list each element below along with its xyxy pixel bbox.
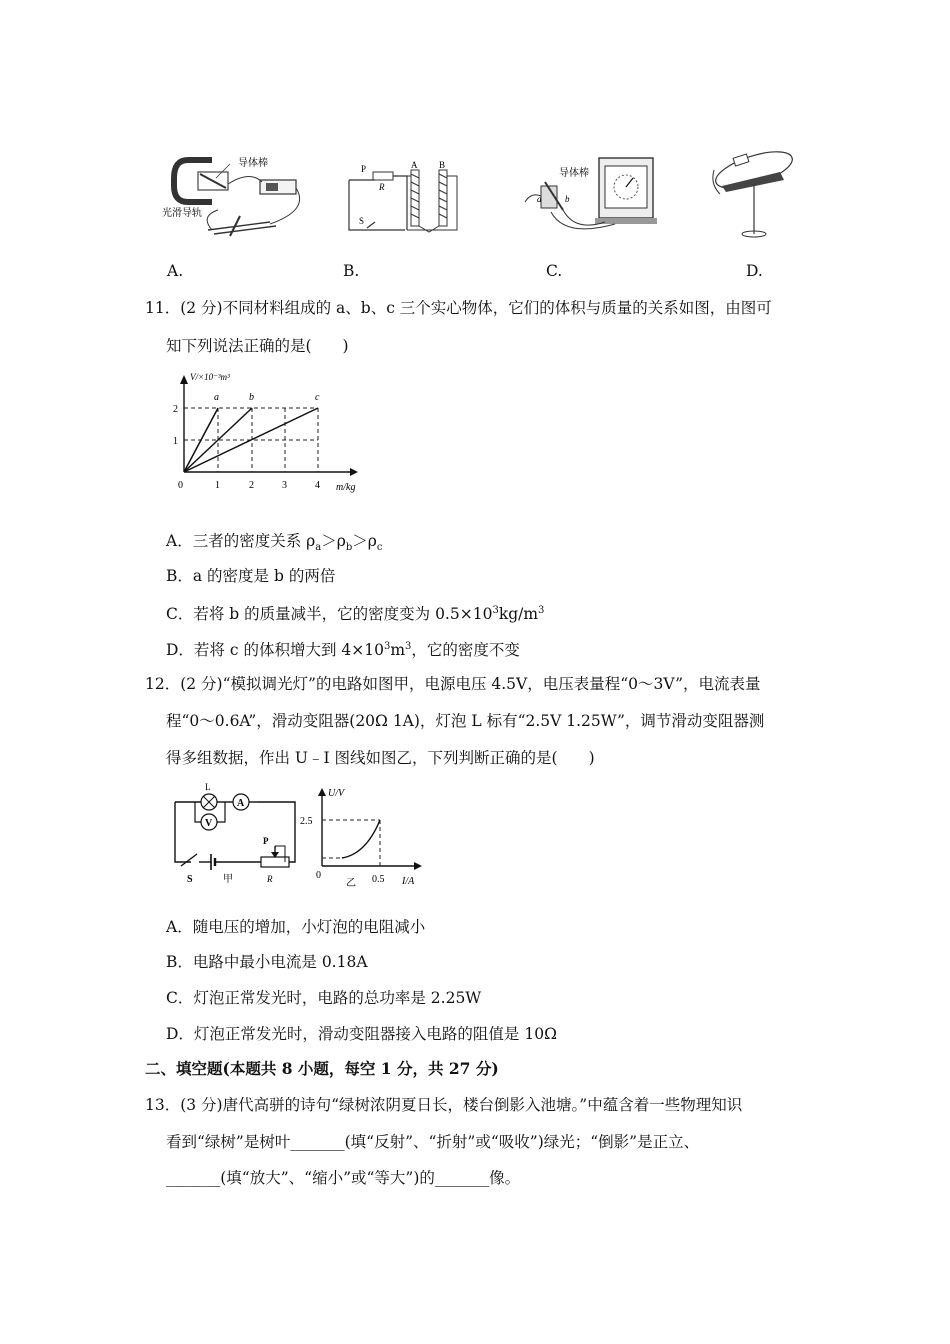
- label-a: a: [537, 194, 542, 204]
- dimmer-circuit-diagram: [165, 782, 305, 887]
- q11-option-d: D．若将 c 的体积增大到 $4\times 10^3m^3$，它的密度不变: [166, 641, 520, 660]
- q12-stem-line2: 程“0～0.6A”，滑动变阻器(20Ω 1A)，灯泡 L 标有“2.5V 1.25W”，调节滑动变阻器测: [166, 712, 765, 730]
- q12-option-c: C．灯泡正常发光时，电路的总功率是 2.25W: [166, 989, 482, 1007]
- q10-figure-c: [515, 152, 660, 242]
- x-axis-label: m/kg: [336, 482, 356, 493]
- q13-line1: 13．(3 分)唐代高骈的诗句“绿树浓阴夏日长，楼台倒影入池塘。”中蕴含着一些物理知识: [145, 1096, 743, 1114]
- electromagnet-circuit-diagram: [345, 160, 465, 240]
- x-tick-3: 3: [282, 480, 287, 491]
- option-b-label: B.: [343, 262, 360, 280]
- q12-stem-line1: 12．(2 分)“模拟调光灯”的电路如图甲，电源电压 4.5V，电压表量程“0～3V”，电流表量: [145, 675, 761, 693]
- q12-stem-line3: 得多组数据，作出 U﹣I 图线如图乙，下列判断正确的是( ): [166, 749, 595, 767]
- q10-figure-d: [710, 140, 800, 240]
- origin-label: 0: [178, 480, 183, 491]
- section-heading: 二、填空题(本题共 8 小题，每空 1 分，共 27 分): [145, 1059, 499, 1078]
- x-tick-1: 1: [215, 480, 220, 491]
- u-i-graph: [300, 782, 430, 887]
- motor-model-diagram: [710, 140, 800, 240]
- q11-graph: [168, 366, 363, 496]
- label-ammeter: A: [237, 798, 245, 809]
- label-smooth-rail: 光滑导轨: [162, 208, 202, 219]
- q11-option-a: A．三者的密度关系 $\rho_a>\rho_b>\rho_c$: [166, 532, 383, 554]
- label-r: R: [267, 874, 273, 884]
- x-tick-4: 4: [315, 480, 320, 491]
- x-tick-2: 2: [249, 480, 254, 491]
- label-b: b: [565, 194, 570, 204]
- option-a-label: A.: [167, 262, 184, 280]
- q11-option-b: B．a 的密度是 b 的两倍: [166, 567, 336, 585]
- series-label-c: c: [315, 392, 320, 403]
- label-conductor-rod: 导体棒: [559, 168, 589, 179]
- q11-option-c: C．若将 b 的质量减半，它的密度变为 $0.5\times 10^3kg/m^3$: [166, 605, 545, 624]
- y-tick-2-5: 2.5: [300, 816, 313, 827]
- q13-line3: _______(填“放大”、“缩小”或“等大”)的_______像。: [166, 1169, 521, 1187]
- label-s: S: [359, 216, 365, 226]
- label-b: B: [439, 160, 446, 170]
- q13-line2: 看到“绿树”是树叶_______(填“反射”、“折射”或“吸收”)绿光；“倒影”是正立、: [166, 1133, 700, 1151]
- q11-stem-line2: 知下列说法正确的是( ): [166, 337, 349, 355]
- label-p: P: [361, 164, 367, 174]
- galvanometer-diagram: [515, 152, 660, 242]
- u-i-curve: [342, 820, 380, 858]
- q10-figure-b: [345, 160, 465, 240]
- label-yi: 乙: [346, 878, 356, 887]
- option-c-label: C.: [546, 262, 563, 280]
- label-jia: 甲: [223, 874, 233, 885]
- label-voltmeter: V: [205, 818, 213, 829]
- magnet-rail-diagram: [160, 150, 310, 240]
- x-axis-label: I/A: [402, 876, 415, 887]
- q12-option-a: A．随电压的增加，小灯泡的电阻减小: [166, 918, 426, 936]
- q11-stem-line1: 11．(2 分)不同材料组成的 a、b、c 三个实心物体，它们的体积与质量的关系如图，由图可: [145, 299, 772, 317]
- y-tick-1: 1: [173, 436, 178, 447]
- q12-option-d: D．灯泡正常发光时，滑动变阻器接入电路的阻值是 10Ω: [166, 1025, 557, 1043]
- x-tick-0-5: 0.5: [372, 874, 385, 885]
- label-s: S: [187, 874, 193, 885]
- option-d-label: D.: [746, 262, 763, 280]
- series-label-a: a: [214, 392, 219, 403]
- label-p: P: [263, 836, 269, 846]
- label-l: L: [205, 782, 211, 792]
- y-axis-label: U/V: [328, 788, 345, 799]
- q10-figure-a: [160, 150, 310, 240]
- origin-label: 0: [316, 870, 321, 881]
- label-conductor-rod: 导体棒: [238, 158, 268, 169]
- q12-circuit: [165, 782, 305, 887]
- label-a: A: [411, 160, 418, 170]
- q12-option-b: B．电路中最小电流是 0.18A: [166, 953, 368, 971]
- y-axis-label: V/×10⁻³m³: [190, 372, 230, 382]
- volume-mass-graph: [168, 366, 363, 496]
- y-tick-2: 2: [173, 404, 178, 415]
- q12-graph: [300, 782, 430, 887]
- series-label-b: b: [249, 392, 254, 403]
- label-r: R: [379, 182, 385, 192]
